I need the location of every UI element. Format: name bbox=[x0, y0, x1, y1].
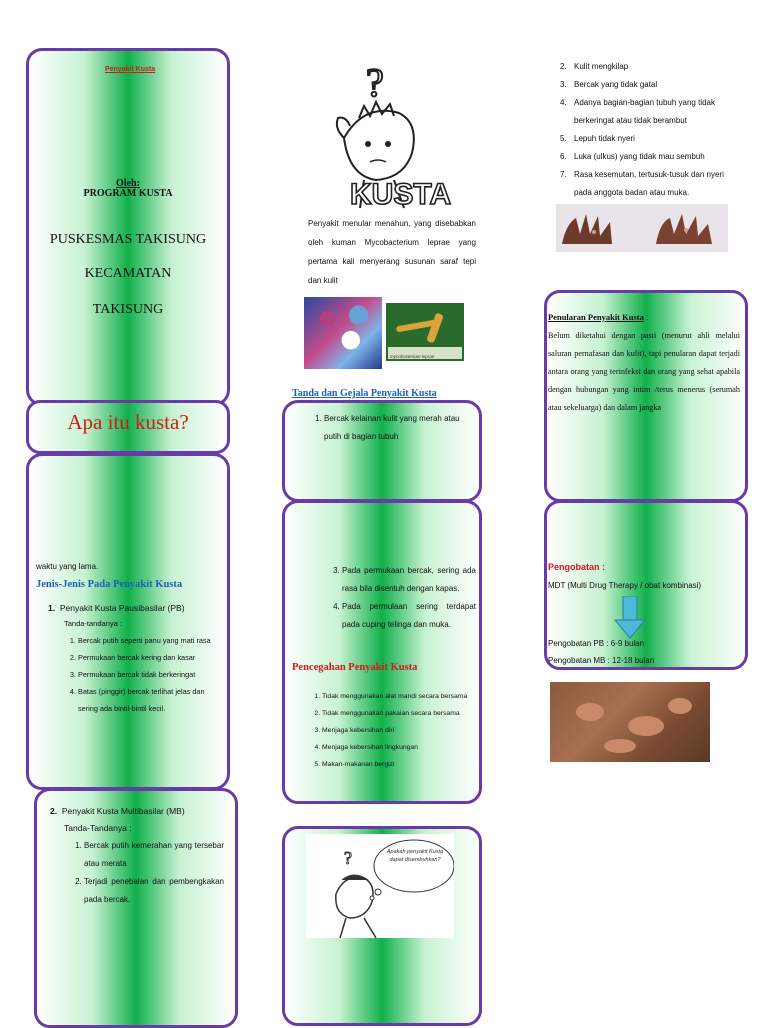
kusta-cartoon bbox=[304, 58, 468, 212]
list-item: 6. Luka (ulkus) yang tidak mau sembuh bbox=[560, 152, 705, 161]
treatment-title: Pengobatan : bbox=[548, 562, 606, 572]
pb-signs-list bbox=[48, 632, 224, 717]
list-item: 1. Bercak putih seperti panu yang mati rasa bbox=[78, 632, 224, 649]
skin-lesion-photo bbox=[550, 682, 710, 762]
hands-photo bbox=[556, 204, 728, 252]
list-item: 3. Bercak yang tidak gatal bbox=[560, 80, 658, 89]
continuation-text: waktu yang lama. bbox=[36, 562, 99, 571]
list-item: 2. Terjadi penebalan dan pembengkakan pada bercak. bbox=[84, 873, 224, 909]
signs-list-first bbox=[306, 410, 474, 446]
transmission-colon: : bbox=[643, 313, 649, 322]
program-name: PROGRAM KUSTA bbox=[83, 188, 173, 199]
micro-caption: mycobacterium leprae bbox=[390, 354, 435, 359]
treatment-mb: Pengobatan MB : 12-18 bulan bbox=[548, 656, 655, 665]
list-item: 4. Pada permulaan sering terdapat pada cuping telinga dan muka. bbox=[342, 598, 476, 634]
list-item: 3. Pada permukaan bercak, sering ada rasa bila disentuh dengan kapas. bbox=[342, 562, 476, 598]
svg-text:?: ? bbox=[366, 60, 384, 105]
definition-text: Penyakit menular menahun, yang disebabkan oleh kuman Mycobacterium leprae yang pertama kali menyerang susunan saraf tepi dan kulit bbox=[308, 219, 476, 285]
list-item: 4. Batas (pinggir) bercak terlihat jelas dan sering ada bintil-bintil kecil. bbox=[78, 683, 224, 717]
speech-bubble-text: Apakah penyakit Kusta dapat disembuhkan? bbox=[386, 849, 444, 863]
mb-signs-list bbox=[50, 837, 224, 909]
list-item: 2. Tidak menggunakan pakaian secara bersama bbox=[322, 705, 476, 722]
list-item: 4. Menjaga kebersihan lingkungan bbox=[322, 739, 476, 756]
place-line-3: TAKISUNG bbox=[92, 302, 164, 317]
signs-more bbox=[324, 562, 476, 634]
signs-continued bbox=[560, 58, 740, 202]
mb-signs-label: Tanda-Tandanya : bbox=[64, 823, 132, 833]
cartoon-label: KUSTA bbox=[350, 178, 452, 211]
list-item: 7. Rasa kesemutan, tertusuk-tusuk dan nyeri pada anggota badan atau muka. bbox=[560, 170, 724, 197]
list-item: 5. Makan-makanan bergizi bbox=[322, 756, 476, 773]
mb-title: 2. Penyakit Kusta Multibasilar (MB) bbox=[50, 806, 185, 816]
types-title: Jenis-Jenis Pada Penyakit Kusta bbox=[36, 579, 183, 590]
signs-title: Tanda dan Gejala Penyakit Kusta bbox=[292, 388, 437, 399]
down-arrow-icon bbox=[613, 596, 647, 640]
list-item: 3. Menjaga kebersihan diri bbox=[322, 722, 476, 739]
svg-text:?: ? bbox=[344, 848, 352, 868]
transmission-title: Penularan Penyakit Kusta bbox=[548, 312, 644, 322]
prevention-block bbox=[304, 688, 476, 773]
bacteria-photo bbox=[386, 303, 464, 361]
treatment-mdt: MDT (Multi Drug Therapy / obat kombinasi) bbox=[548, 581, 702, 590]
list-item: 1. Bercak putih kemerahan yang tersebar atau merata bbox=[84, 837, 224, 873]
prevention-title: Pencegahan Penyakit Kusta bbox=[292, 662, 418, 673]
list-item: 4. Adanya bagian-bagian tubuh yang tidak berkeringat atau tidak berambut bbox=[560, 98, 715, 125]
treatment-pb: Pengobatan PB : 6-9 bulan bbox=[548, 639, 645, 648]
mb-block bbox=[50, 803, 224, 909]
pb-block bbox=[48, 600, 224, 717]
microscope-photo bbox=[304, 297, 382, 369]
list-item: 1. Bercak kelainan kulit yang merah atau putih di bagian tubuh bbox=[324, 410, 474, 446]
question-cartoon bbox=[306, 834, 454, 938]
list-item: 3. Permukaan bercak tidak berkeringat bbox=[78, 666, 224, 683]
cover-header: Penyakit Kusta bbox=[104, 66, 156, 73]
list-item: 5. Lepuh tidak nyeri bbox=[560, 134, 635, 143]
pb-title: 1. Penyakit Kusta Pausibasilar (PB) bbox=[48, 603, 185, 613]
list-item: 1. Tidak menggunakan alat mandi secara bersama bbox=[322, 688, 476, 705]
signs-first bbox=[306, 410, 474, 446]
question-title: Apa itu kusta? bbox=[67, 410, 189, 434]
list-item: 2. Permukaan bercak kering dan kasar bbox=[78, 649, 224, 666]
by-label: Oleh: bbox=[116, 178, 140, 189]
transmission-block bbox=[548, 308, 740, 417]
prevention-list bbox=[304, 688, 476, 773]
place-line-1: PUSKESMAS TAKISUNG bbox=[49, 232, 207, 247]
list-item: 2. Kulit mengkilap bbox=[560, 62, 629, 71]
place-line-2: KECAMATAN bbox=[84, 266, 172, 281]
cover-panel bbox=[26, 48, 230, 406]
pb-signs-label: Tanda-tandanya : bbox=[64, 619, 122, 628]
transmission-text: Belum diketahui dengan pasti (menurut ahli melalui saluran pernafasan dan kulit), tapi penularan dapat terjadi antara orang yang terinfeksi dan orang yang sehat apabila dengan hubungan yang intim /terus menerus (serumah atau sekeluarga) dan dalam jangka bbox=[548, 331, 740, 412]
signs-list-more bbox=[324, 562, 476, 634]
